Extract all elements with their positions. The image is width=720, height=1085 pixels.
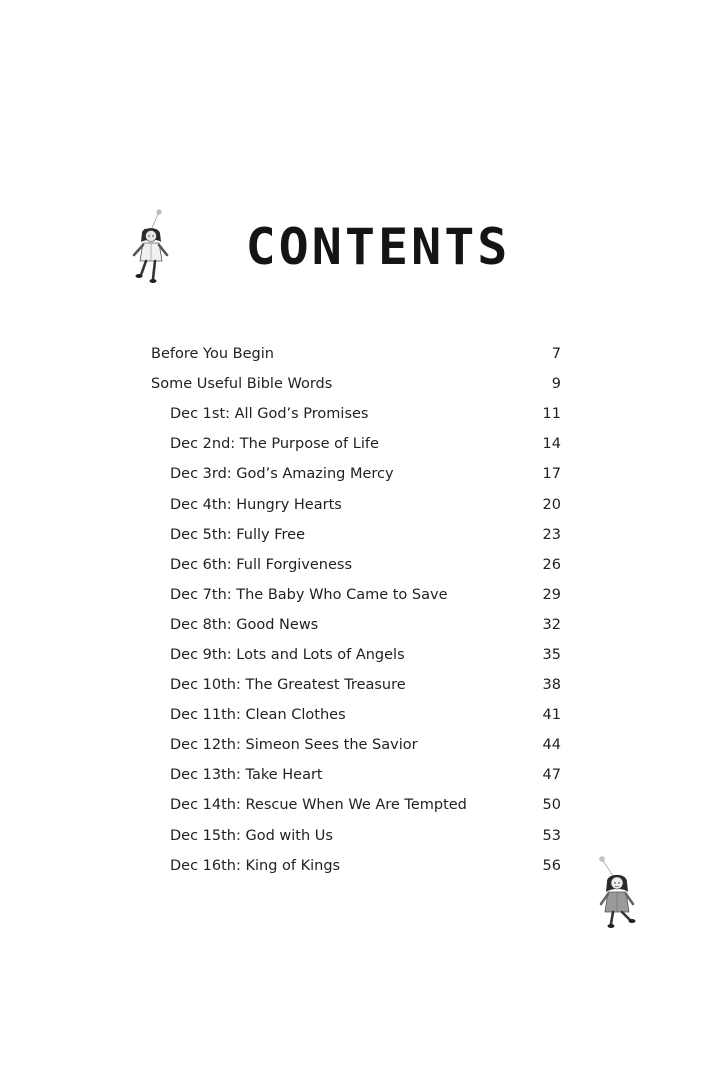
toc-entry[interactable] (151, 670, 561, 700)
toc-entry[interactable] (151, 580, 561, 610)
toc-entry-label: Dec 2nd: The Purpose of Life (170, 436, 379, 453)
toc-entry-page: 32 (542, 616, 561, 633)
toc-entry-label: Dec 4th: Hungry Hearts (170, 496, 342, 513)
toc-entry-page: 53 (542, 827, 561, 844)
toc-entry[interactable] (151, 851, 561, 881)
toc-entry-label: Dec 10th: The Greatest Treasure (170, 677, 406, 694)
toc-entry-page: 20 (542, 496, 561, 513)
toc-entry-label: Dec 9th: Lots and Lots of Angels (170, 646, 405, 663)
toc-entry-page: 17 (542, 466, 561, 483)
toc-entry-label: Dec 8th: Good News (170, 616, 319, 633)
toc-entry-page: 11 (542, 406, 561, 423)
toc-entry-page: 44 (542, 737, 561, 754)
table-of-contents (151, 339, 561, 881)
toc-entry[interactable] (151, 399, 561, 429)
toc-entry-label: Dec 14th: Rescue When We Are Tempted (170, 797, 467, 814)
toc-entry[interactable] (151, 821, 561, 851)
toc-entry[interactable] (151, 700, 561, 730)
girl-with-balloon-illustration (594, 852, 642, 932)
toc-entry[interactable] (151, 339, 561, 369)
toc-entry-label: Dec 1st: All God’s Promises (170, 406, 369, 423)
toc-entry[interactable] (151, 760, 561, 790)
toc-entry-page: 14 (542, 436, 561, 453)
toc-entry[interactable] (151, 730, 561, 760)
toc-entry[interactable] (151, 610, 561, 640)
toc-entry-page: 41 (542, 707, 561, 724)
toc-entry-label: Dec 11th: Clean Clothes (170, 707, 346, 724)
toc-entry-page: 9 (551, 376, 561, 393)
toc-entry-page: 38 (542, 677, 561, 694)
toc-entry-page: 50 (542, 797, 561, 814)
toc-entry-label: Dec 6th: Full Forgiveness (170, 556, 353, 573)
toc-entry-label: Some Useful Bible Words (151, 376, 333, 393)
toc-entry-label: Dec 16th: King of Kings (170, 857, 341, 874)
toc-entry[interactable] (151, 489, 561, 519)
toc-entry-label: Dec 13th: Take Heart (170, 767, 323, 784)
toc-entry-label: Dec 7th: The Baby Who Came to Save (170, 586, 448, 603)
toc-entry[interactable] (151, 790, 561, 820)
toc-entry-label: Before You Begin (151, 346, 274, 363)
page-title: CONTENTS (245, 218, 511, 276)
toc-entry-page: 23 (542, 526, 561, 543)
toc-entry[interactable] (151, 429, 561, 459)
toc-entry[interactable] (151, 640, 561, 670)
toc-entry-page: 26 (542, 556, 561, 573)
toc-entry-label: Dec 12th: Simeon Sees the Savior (170, 737, 418, 754)
toc-entry[interactable] (151, 369, 561, 399)
toc-entry[interactable] (151, 550, 561, 580)
toc-entry-page: 7 (551, 346, 561, 363)
toc-entry-label: Dec 5th: Fully Free (170, 526, 306, 543)
toc-entry-page: 29 (542, 586, 561, 603)
toc-entry-label: Dec 3rd: God’s Amazing Mercy (170, 466, 394, 483)
toc-entry[interactable] (151, 520, 561, 550)
toc-entry-label: Dec 15th: God with Us (170, 827, 333, 844)
toc-entry-page: 56 (542, 857, 561, 874)
toc-entry-page: 47 (542, 767, 561, 784)
toc-entry-page: 35 (542, 646, 561, 663)
toc-entry[interactable] (151, 459, 561, 489)
